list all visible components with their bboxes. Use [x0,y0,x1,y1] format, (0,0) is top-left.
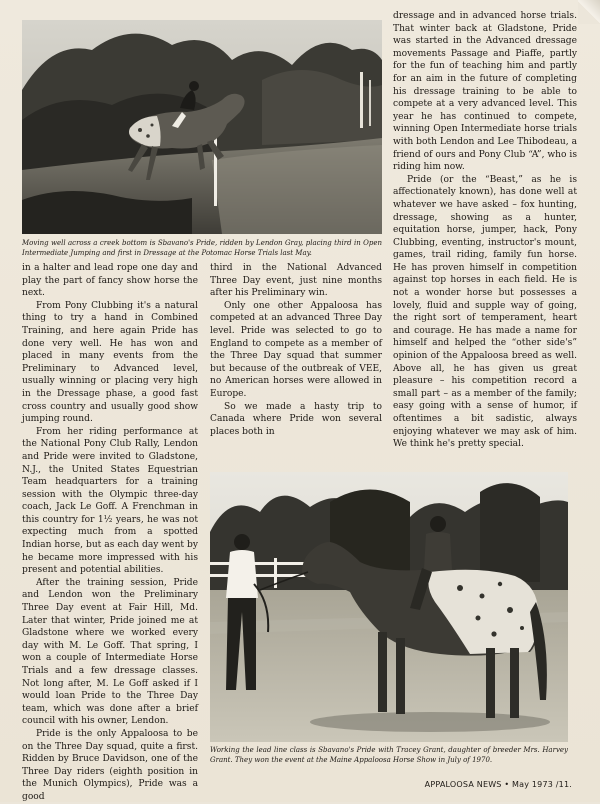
jumping-photo-illustration [22,20,382,234]
top-photo-caption: Moving well across a creek bottom is Sbavano's Pride, ridden by Lendon Gray, placing third in Open Intermediate Jumping and first in Dressage at the Potomac Horse Trials last May. [22,239,382,257]
page-corner-fold [578,0,600,24]
paragraph: Pride (or the “Beast,” as he is affectionately known), has done well at whatever we have asked – fox hunting, dressage, showing as a hunter, equitation horse, jumper, hack, Pony Clubbing, eventing, instructor's mount, games, trail riding, family fun horse. He has proven himself in competition against top horses in each field. He is not a wonder horse but possesses a lovely, fluid and supple way of going, the right sort of temperament, heart and courage. He has made a name for himself and helped the “other side's” opinion of the Appaloosa breed as well. Above all, he has given us great pleasure – his competition record a small part – as a member of the family; easy going with a sense of humor, if oftentimes a bit sadistic, always enjoying whatever we may ask of him. We think he's pretty special. [393,174,577,450]
paragraph: Only one other Appaloosa has competed at an advanced Three Day level. Pride was selected to go to England to compete as a member of the Three Day squad that summer but because of the outbreak of VEE, no American horses were allowed in Europe. [210,300,382,399]
column-middle [210,262,382,438]
paragraph: third in the National Advanced Three Day event, just nine months after his Preliminary win. [210,263,382,299]
page-footer: APPALOOSA NEWS • May 1973 /11. [424,780,572,789]
top-photo-horse-jumping [22,20,382,234]
paragraph: From her riding performance at the National Pony Club Rally, Lendon and Pride were invited to Gladstone, N.J., the United States Equestrian Team headquarters for a training session with the Olympic three-day coach, Jack Le Goff. A Frenchman in this country for 1½ years, he was not expecting much from a spotted Indian horse, but as each day went by he became more impressed with his present and potential abilities. [22,426,198,576]
lead-line-photo-illustration [210,472,568,742]
paragraph: So we made a hasty trip to Canada where Pride won several places both in [210,401,382,437]
paragraph: Pride is the only Appaloosa to be on the Three Day squad, quite a first. Ridden by Bruce Davidson, one of the Three Day riders (eighth position in the Munich Olympics), Pride was a good [22,728,198,802]
bottom-photo-caption: Working the lead line class is Sbavano's Pride with Tracey Grant, daughter of breeder Mrs. Harvey Grant. They won the event at the Maine Appaloosa Horse Show in July of 1970. [210,746,568,764]
paragraph: in a halter and lead rope one day and play the part of fancy show horse the next. [22,263,198,299]
paragraph: dressage and in advanced horse trials. That winter back at Gladstone, Pride was started in the Advanced dressage movements Passage and Piaffe, partly for the fun of teaching him and partly for an aim in the future of completing his dressage training to be able to compete at a very advanced level. This year he has continued to compete, winning Open Intermediate horse trials with both Lendon and Lee Thibodeau, a friend of ours and Pony Club “A”, who is riding him now. [393,11,577,173]
column-left [22,262,198,804]
bottom-photo-lead-line [210,472,568,742]
column-right-top [393,10,577,451]
paragraph: From Pony Clubbing it's a natural thing to try a hand in Combined Training, and here again Pride has done very well. He has won and placed in many events from the Preliminary to Advanced level, usually winning or placing very high in the Dressage phase, a good fast cross country and usually good show jumping round. [22,300,198,425]
paragraph: After the training session, Pride and Lendon won the Preliminary Three Day event at Fair Hill, Md. Later that winter, Pride joined me at Gladstone where we worked every day with M. Le Goff. That spring, I won a couple of Intermediate Horse Trials and a few dressage classes. Not long after, M. Le Goff asked if I would loan Pride to the Three Day team, which was done after a brief council with his owner, Lendon. [22,577,198,727]
